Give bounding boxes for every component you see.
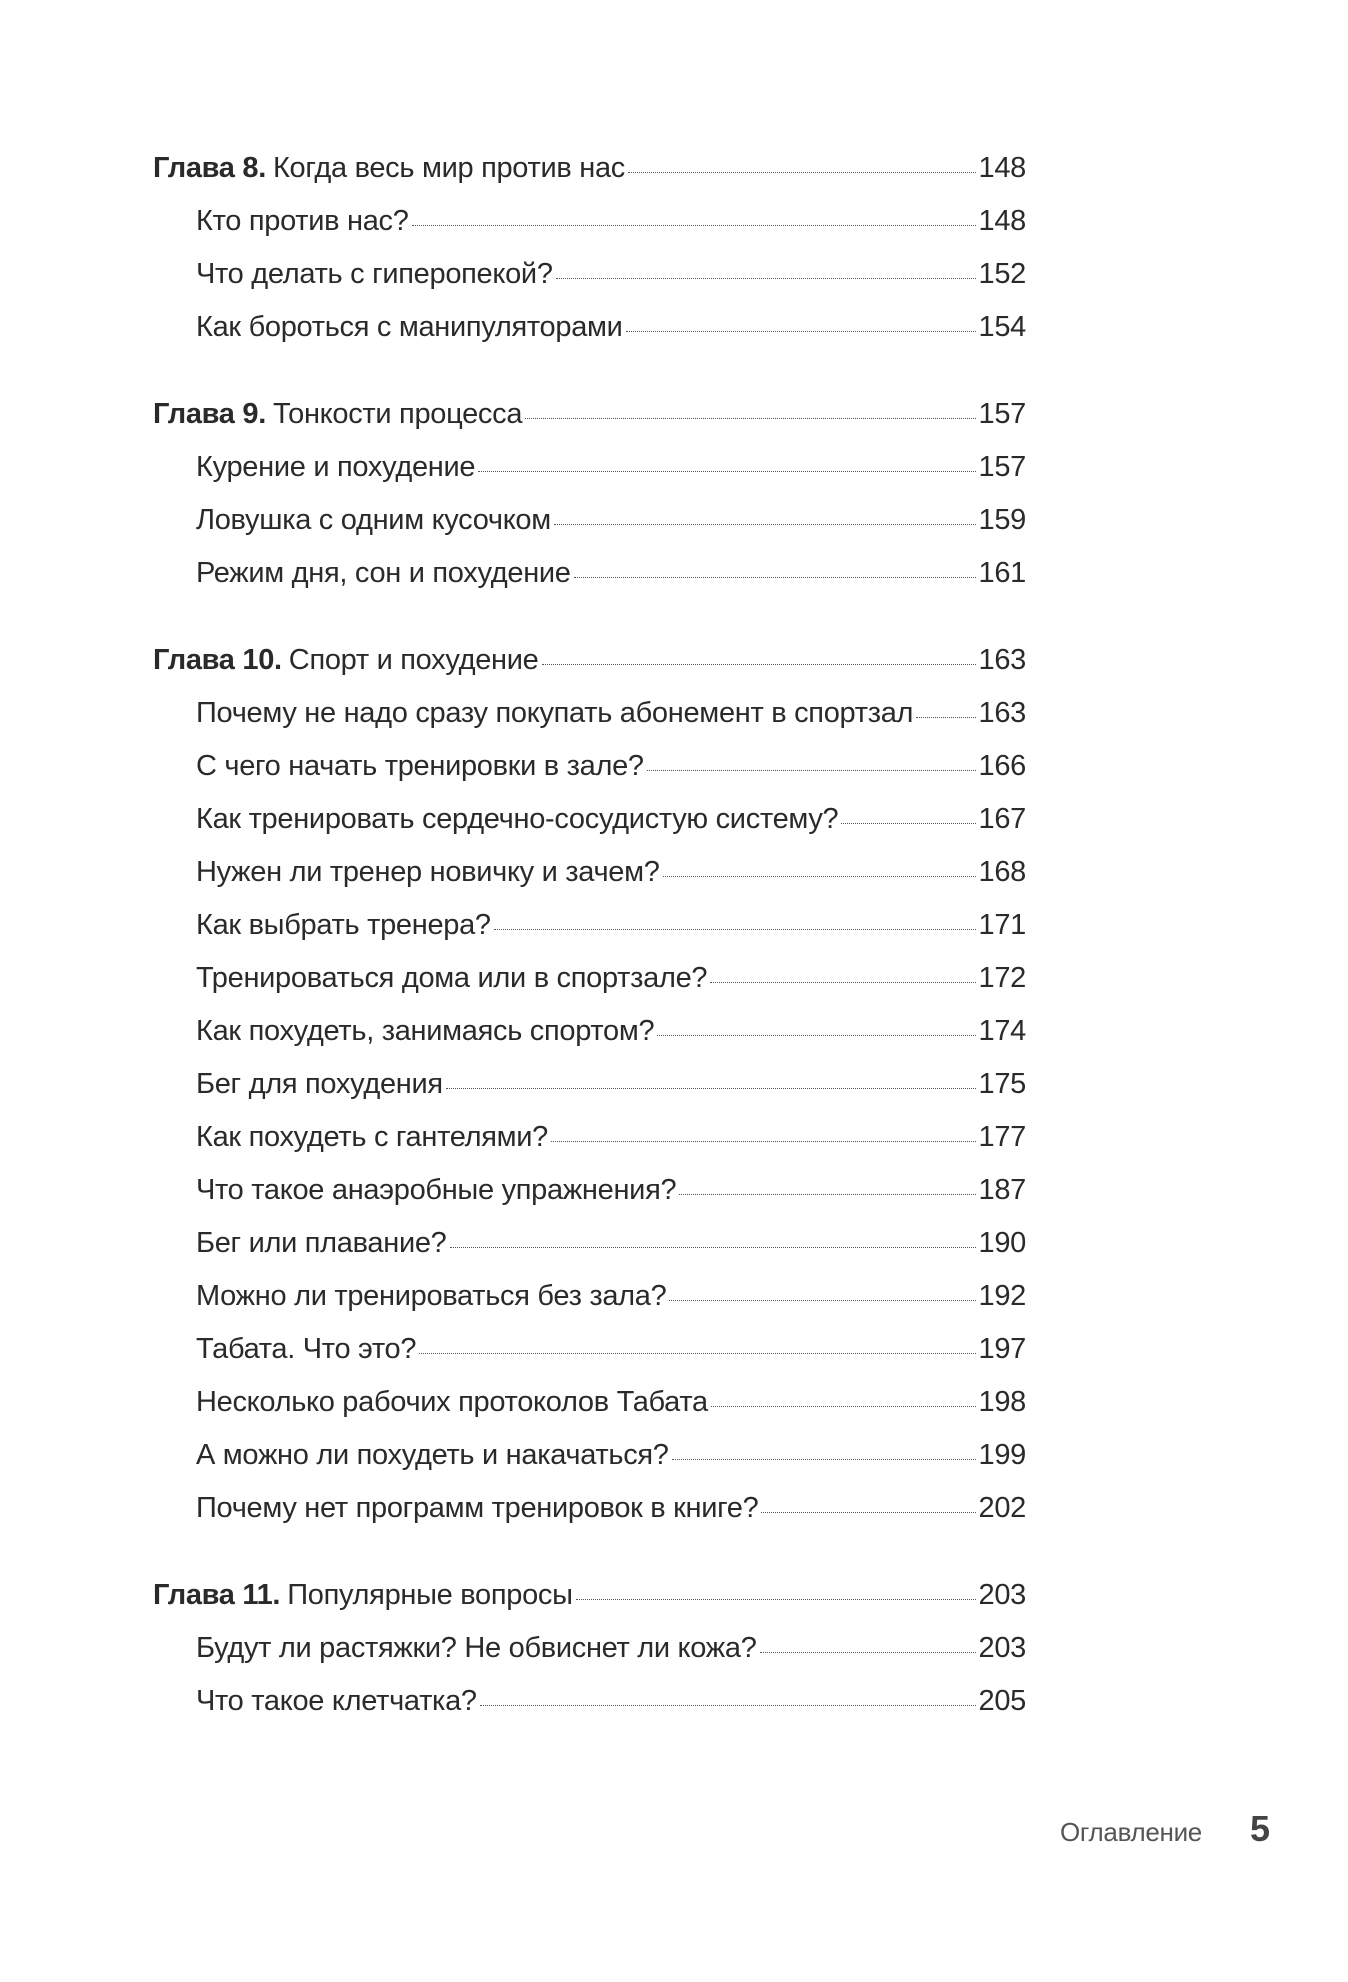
section-entry[interactable] bbox=[153, 801, 1026, 837]
section-title: Что такое анаэробные упражнения? bbox=[196, 1174, 677, 1206]
section-entry[interactable] bbox=[153, 1384, 1026, 1420]
dot-leader bbox=[419, 1353, 975, 1354]
section-title: Как тренировать сердечно-сосудистую систему? bbox=[196, 803, 839, 835]
dot-leader bbox=[480, 1705, 976, 1706]
section-title: Почему нет программ тренировок в книге? bbox=[196, 1492, 759, 1524]
section-entry[interactable] bbox=[153, 960, 1026, 996]
chapter-number: Глава 8. bbox=[153, 152, 266, 184]
page-footer bbox=[1060, 1808, 1290, 1858]
section-entry[interactable] bbox=[153, 1172, 1026, 1208]
section-page-number: 192 bbox=[978, 1280, 1026, 1312]
section-page-number: 175 bbox=[978, 1068, 1026, 1100]
section-page-number: 159 bbox=[978, 504, 1026, 536]
running-footer-title: Оглавление bbox=[1060, 1817, 1202, 1847]
dot-leader bbox=[554, 524, 976, 525]
chapter-title: Спорт и похудение bbox=[288, 644, 539, 676]
section-title: Как похудеть, занимаясь спортом? bbox=[196, 1015, 655, 1047]
section-entry[interactable] bbox=[153, 309, 1026, 345]
table-of-contents bbox=[153, 150, 1026, 1736]
dot-leader bbox=[672, 1459, 976, 1460]
chapter-title: Когда весь мир против нас bbox=[272, 152, 625, 184]
chapter-number: Глава 10. bbox=[153, 644, 282, 676]
section-title: Режим дня, сон и похудение bbox=[196, 557, 571, 589]
chapter-page-number: 148 bbox=[978, 152, 1026, 184]
dot-leader bbox=[916, 717, 975, 718]
section-page-number: 190 bbox=[978, 1227, 1026, 1259]
section-title: Как похудеть с гантелями? bbox=[196, 1121, 548, 1153]
chapter-group bbox=[153, 396, 1026, 591]
section-entry[interactable] bbox=[153, 1278, 1026, 1314]
section-title: Как выбрать тренера? bbox=[196, 909, 491, 941]
chapter-group bbox=[153, 150, 1026, 345]
section-title: Тренироваться дома или в спортзале? bbox=[196, 962, 708, 994]
chapter-number: Глава 9. bbox=[153, 398, 266, 430]
section-entry[interactable] bbox=[153, 1225, 1026, 1261]
chapter-entry[interactable] bbox=[153, 150, 1026, 186]
section-page-number: 167 bbox=[978, 803, 1026, 835]
section-entry[interactable] bbox=[153, 1119, 1026, 1155]
dot-leader bbox=[710, 982, 975, 983]
chapter-title: Тонкости процесса bbox=[272, 398, 523, 430]
section-page-number: 152 bbox=[978, 258, 1026, 290]
dot-leader bbox=[711, 1406, 976, 1407]
section-entry[interactable] bbox=[153, 748, 1026, 784]
section-page-number: 198 bbox=[978, 1386, 1026, 1418]
section-entry[interactable] bbox=[153, 854, 1026, 890]
dot-leader bbox=[450, 1247, 976, 1248]
chapter-page-number: 203 bbox=[978, 1579, 1026, 1611]
dot-leader bbox=[574, 577, 976, 578]
dot-leader bbox=[663, 876, 976, 877]
section-title: Что такое клетчатка? bbox=[196, 1685, 477, 1717]
section-page-number: 148 bbox=[978, 205, 1026, 237]
section-entry[interactable] bbox=[153, 203, 1026, 239]
dot-leader bbox=[669, 1300, 975, 1301]
section-page-number: 154 bbox=[978, 311, 1026, 343]
dot-leader bbox=[626, 331, 976, 332]
section-page-number: 166 bbox=[978, 750, 1026, 782]
section-page-number: 172 bbox=[978, 962, 1026, 994]
section-entry[interactable] bbox=[153, 1331, 1026, 1367]
dot-leader bbox=[525, 418, 975, 419]
section-title: Несколько рабочих протоколов Табата bbox=[196, 1386, 708, 1418]
section-page-number: 197 bbox=[978, 1333, 1026, 1365]
section-page-number: 205 bbox=[978, 1685, 1026, 1717]
section-title: Что делать с гиперопекой? bbox=[196, 258, 553, 290]
chapter-title: Популярные вопросы bbox=[287, 1579, 573, 1611]
section-page-number: 168 bbox=[978, 856, 1026, 888]
section-entry[interactable] bbox=[153, 1630, 1026, 1666]
section-entry[interactable] bbox=[153, 1013, 1026, 1049]
section-title: Ловушка с одним кусочком bbox=[196, 504, 551, 536]
section-entry[interactable] bbox=[153, 502, 1026, 538]
section-page-number: 199 bbox=[978, 1439, 1026, 1471]
section-title: Как бороться с манипуляторами bbox=[196, 311, 623, 343]
dot-leader bbox=[576, 1599, 976, 1600]
dot-leader bbox=[628, 172, 976, 173]
section-entry[interactable] bbox=[153, 1437, 1026, 1473]
section-title: Кто против нас? bbox=[196, 205, 409, 237]
dot-leader bbox=[412, 225, 976, 226]
section-title: Будут ли растяжки? Не обвиснет ли кожа? bbox=[196, 1632, 757, 1664]
section-page-number: 171 bbox=[978, 909, 1026, 941]
section-page-number: 161 bbox=[978, 557, 1026, 589]
section-page-number: 157 bbox=[978, 451, 1026, 483]
section-title: С чего начать тренировки в зале? bbox=[196, 750, 644, 782]
section-title: Почему не надо сразу покупать абонемент в спортзал bbox=[196, 697, 914, 729]
dot-leader bbox=[760, 1652, 976, 1653]
section-page-number: 174 bbox=[978, 1015, 1026, 1047]
section-entry[interactable] bbox=[153, 1683, 1026, 1719]
dot-leader bbox=[551, 1141, 976, 1142]
chapter-number: Глава 11. bbox=[153, 1579, 281, 1611]
chapter-entry[interactable] bbox=[153, 1577, 1026, 1613]
dot-leader bbox=[494, 929, 976, 930]
dot-leader bbox=[446, 1088, 976, 1089]
section-entry[interactable] bbox=[153, 256, 1026, 292]
chapter-page-number: 163 bbox=[978, 644, 1026, 676]
section-entry[interactable] bbox=[153, 1066, 1026, 1102]
dot-leader bbox=[841, 823, 975, 824]
section-page-number: 163 bbox=[978, 697, 1026, 729]
dot-leader bbox=[556, 278, 976, 279]
section-entry[interactable] bbox=[153, 1490, 1026, 1526]
section-title: Нужен ли тренер новичку и зачем? bbox=[196, 856, 660, 888]
section-entry[interactable] bbox=[153, 555, 1026, 591]
section-title: Табата. Что это? bbox=[196, 1333, 417, 1365]
dot-leader bbox=[478, 471, 975, 472]
chapter-entry[interactable] bbox=[153, 396, 1026, 432]
section-page-number: 203 bbox=[978, 1632, 1026, 1664]
section-title: Бег для похудения bbox=[196, 1068, 443, 1100]
dot-leader bbox=[647, 770, 976, 771]
dot-leader bbox=[761, 1512, 975, 1513]
dot-leader bbox=[542, 664, 976, 665]
section-entry[interactable] bbox=[153, 449, 1026, 485]
dot-leader bbox=[679, 1194, 975, 1195]
chapter-page-number: 157 bbox=[978, 398, 1026, 430]
chapter-group bbox=[153, 1577, 1026, 1719]
section-entry[interactable] bbox=[153, 907, 1026, 943]
chapter-group bbox=[153, 642, 1026, 1526]
dot-leader bbox=[657, 1035, 975, 1036]
section-page-number: 187 bbox=[978, 1174, 1026, 1206]
section-entry[interactable] bbox=[153, 695, 1026, 731]
page-number: 5 bbox=[1249, 1808, 1270, 1849]
section-page-number: 202 bbox=[978, 1492, 1026, 1524]
section-page-number: 177 bbox=[978, 1121, 1026, 1153]
section-title: Бег или плавание? bbox=[196, 1227, 447, 1259]
section-title: А можно ли похудеть и накачаться? bbox=[196, 1439, 669, 1471]
section-title: Можно ли тренироваться без зала? bbox=[196, 1280, 667, 1312]
chapter-entry[interactable] bbox=[153, 642, 1026, 678]
section-title: Курение и похудение bbox=[196, 451, 476, 483]
